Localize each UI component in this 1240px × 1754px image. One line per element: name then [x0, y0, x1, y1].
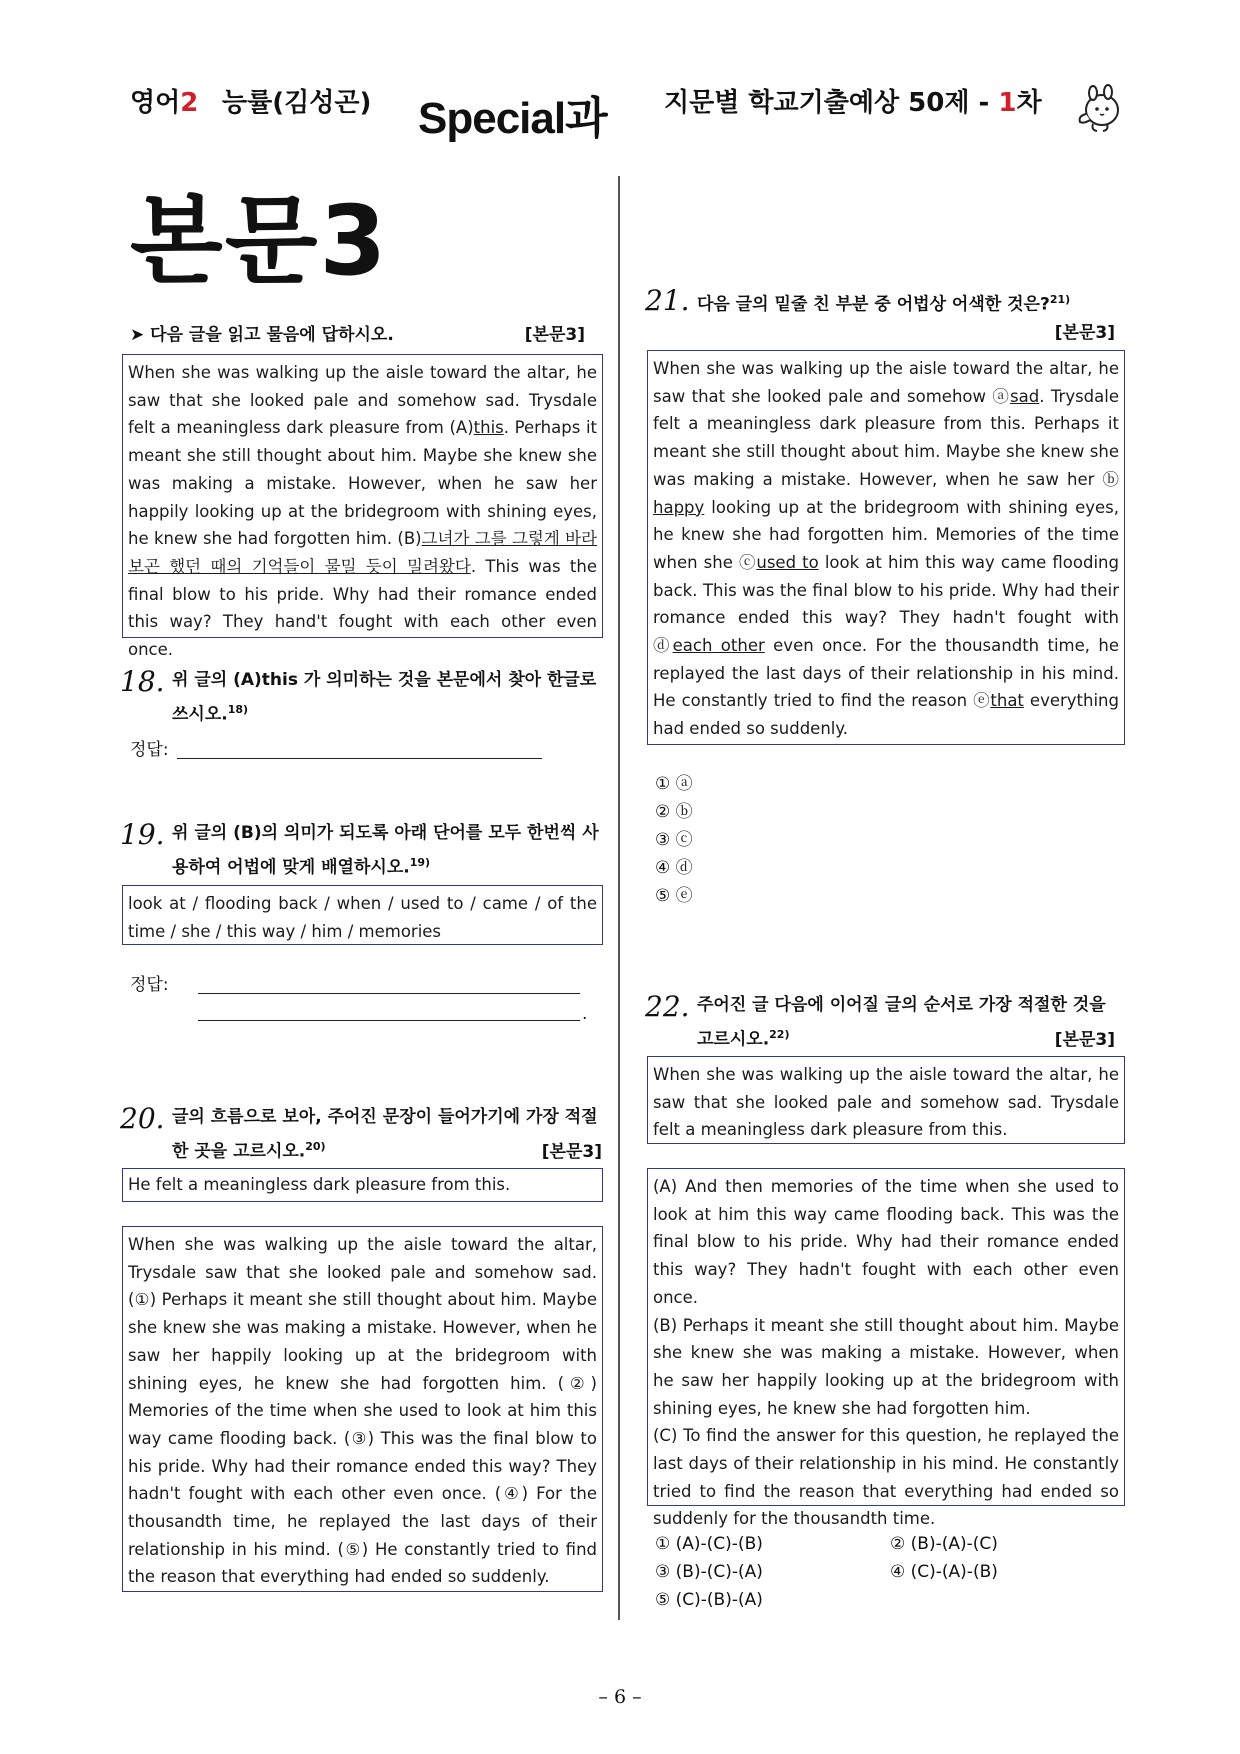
choice-option[interactable]: ⑤ ⓔ — [655, 886, 693, 906]
underlined-c: used to — [756, 552, 819, 572]
passage-text: . Perhaps it meant she still thought about him. Maybe she knew she was making a mistake. However, when he saw her happily looking up at the bridegroom with shining eyes, he knew she had forgotten him. (B) — [128, 418, 597, 549]
subject-label: 영어 — [130, 88, 181, 118]
given-sentence-20: He felt a meaningless dark pleasure from this. — [122, 1168, 603, 1202]
header-special: Special과 — [418, 94, 607, 143]
column-divider — [618, 176, 620, 1620]
answer-label-18: 정답: — [130, 740, 169, 760]
choices-21 — [655, 770, 693, 910]
question-number: 19. — [120, 818, 165, 851]
passage-text: even once. For the thousandth time, he replayed the last days of their relationship in his mind. He constantly tried to find the reason ⓔ — [653, 636, 1120, 711]
passage-text: . This was the final blow to his pride. Why had their romance ended this way? They hand't fought with each other even once. — [128, 556, 598, 660]
choice-option[interactable]: ④ ⓓ — [655, 858, 693, 878]
instruction-line — [130, 320, 585, 345]
question-tag: [본문3] — [541, 1141, 602, 1162]
footnote-mark: 20) — [305, 1140, 326, 1153]
word-bank-19: look at / flooding back / when / used to / came / of the time / she / this way / him / memories — [122, 885, 603, 945]
question-prompt: 글의 흐름으로 보아, 주어진 문장이 들어가기에 가장 적절한 곳을 고르시오. — [172, 1107, 598, 1162]
ordering-passage-22 — [647, 1168, 1125, 1529]
passage-21 — [647, 350, 1125, 745]
question-prompt: 위 글의 (B)의 의미가 되도록 아래 단어를 모두 한번씩 사용하여 어법에 맞게 배열하시오. — [172, 823, 599, 878]
answer-period: . — [582, 1004, 588, 1024]
subject-number: 2 — [180, 88, 199, 118]
paragraph-a: (A) And then memories of the time when she used to look at him this way came flooding back. This was the final blow to his pride. Why had their romance ended this way? They hadn't fought with each other even once. — [653, 1177, 1119, 1307]
choice-option[interactable]: ③ ⓒ — [655, 830, 693, 850]
question-text — [697, 285, 1070, 320]
bunny-mascot-icon — [1075, 84, 1121, 134]
header-series — [664, 82, 1042, 119]
answer-line-19a[interactable] — [198, 993, 580, 994]
question-tag: [본문3] — [1054, 323, 1115, 343]
choices-22 — [655, 1530, 1115, 1614]
section-title: 본문3 — [130, 185, 389, 297]
footnote-mark: 18) — [227, 703, 249, 716]
footnote-mark: 22) — [769, 1028, 790, 1041]
passage-text: . Trysdale felt a meaningless dark pleasure from this. Perhaps it meant she still thought about him. Maybe she knew she was making a mistake. However, when he saw her ⓑ — [653, 386, 1119, 489]
question-text — [172, 818, 602, 883]
question-prompt: 다음 글의 밑줄 친 부분 중 어법상 어색한 것은? — [697, 295, 1050, 315]
choice-option[interactable]: ① ⓐ — [655, 774, 693, 794]
underlined-d: each other — [672, 636, 765, 656]
question-19 — [120, 818, 602, 883]
passage-text: When she was walking up the aisle toward the altar, he saw that she looked pale and somehow sad. Trysdale felt a meaningless dark pleasure from (A) — [128, 363, 597, 438]
question-18 — [120, 665, 602, 730]
underlined-e: that — [990, 691, 1024, 711]
question-number: 18. — [120, 665, 165, 698]
choice-option[interactable]: ② ⓑ — [655, 802, 693, 822]
passage-20: When she was walking up the aisle toward the altar, Trysdale saw that she looked pale and somehow sad. (①) Perhaps it meant she still thought about him. Maybe she knew she was making a mistake. However, when he saw her happily looking up at the bridegroom with shining eyes, he knew she had forgotten him. (②) Memories of the time when she used to look at him this way came flooding back. (③) This was the final blow to his pride. Why had their romance ended this way? They hadn't fought with each other even once. (④) For the thousandth time, he replayed the last days of their relationship in his mind. (⑤) He constantly tried to find the reason that everything had ended so suddenly. — [122, 1226, 603, 1592]
question-text — [172, 1102, 602, 1167]
question-21 — [645, 284, 1115, 343]
question-text — [172, 665, 602, 730]
round-suffix: 차 — [1016, 88, 1042, 118]
choice-option[interactable]: ⑤ (C)-(B)-(A) — [655, 1590, 763, 1610]
question-text — [697, 990, 1115, 1055]
question-22 — [645, 990, 1115, 1055]
paragraph-c: (C) To find the answer for this question, he replayed the last days of their relationship in his mind. He constantly tried to find the reason that everything had ended so suddenly for the thousandth time. — [653, 1426, 1119, 1529]
passage-text: When she was walking up the aisle toward the altar, he saw that she looked pale and somehow ⓐ — [653, 359, 1119, 406]
underlined-a: sad — [1010, 386, 1040, 406]
paragraph-b: (B) Perhaps it meant she still thought about him. Maybe she knew she was making a mistake. However, when he saw her happily looking up at the bridegroom with shining eyes, he knew she had forgotten him. — [653, 1315, 1119, 1418]
question-prompt: 위 글의 (A)this 가 의미하는 것을 본문에서 찾아 한글로 쓰시오. — [172, 670, 597, 725]
question-prompt: 주어진 글 다음에 이어질 글의 순서로 가장 적절한 것을 고르시오. — [697, 995, 1106, 1050]
answer-line-18[interactable] — [177, 758, 542, 759]
choice-option[interactable]: ① (A)-(C)-(B) — [655, 1534, 763, 1554]
answer-label-19: 정답: — [130, 975, 169, 995]
question-20 — [120, 1102, 602, 1167]
header-subject — [130, 82, 198, 119]
instruction-tag: [본문3] — [524, 325, 585, 345]
passage-text: look at him this way came flooding back. This was the final blow to his pride. Why had their romance ended this way? They hadn't fought with ⓓ — [653, 552, 1119, 656]
choice-option[interactable]: ④ (C)-(A)-(B) — [890, 1562, 998, 1582]
question-tag: [본문3] — [1054, 1029, 1115, 1050]
choice-option[interactable]: ③ (B)-(C)-(A) — [655, 1562, 763, 1582]
underlined-this: this — [473, 418, 504, 438]
question-number: 22. — [645, 990, 690, 1023]
question-number: 21. — [645, 284, 690, 317]
choice-option[interactable]: ② (B)-(A)-(C) — [890, 1534, 998, 1554]
answer-line-19b[interactable] — [198, 1020, 580, 1021]
underlined-korean-b: 그녀가 그를 그렇게 바라보곤 했던 때의 기억들이 물밀 듯이 밀려왔다 — [128, 529, 598, 576]
footnote-mark: 19) — [409, 856, 431, 869]
round-number: 1 — [998, 88, 1017, 118]
series-label: 지문별 학교기출예상 50제 - — [664, 88, 999, 118]
given-passage-22: When she was walking up the aisle toward the altar, he saw that she looked pale and somehow sad. Trysdale felt a meaningless dark pleasure from this. — [647, 1056, 1125, 1144]
question-number: 20. — [120, 1102, 165, 1135]
footnote-mark: 21) — [1049, 293, 1071, 307]
passage-text: everything had ended so suddenly. — [653, 691, 1119, 739]
underlined-b: happy — [653, 497, 705, 517]
page-number: – 6 – — [598, 1686, 642, 1708]
instruction-text: ➤ 다음 글을 읽고 물음에 답하시오. — [130, 325, 394, 345]
passage-text: looking up at the bridegroom with shining eyes, he knew she had forgotten him. Memories of the time when she ⓒ — [653, 497, 1119, 572]
header-publisher: 능률(김성곤) — [222, 88, 372, 118]
passage-main — [122, 354, 603, 660]
